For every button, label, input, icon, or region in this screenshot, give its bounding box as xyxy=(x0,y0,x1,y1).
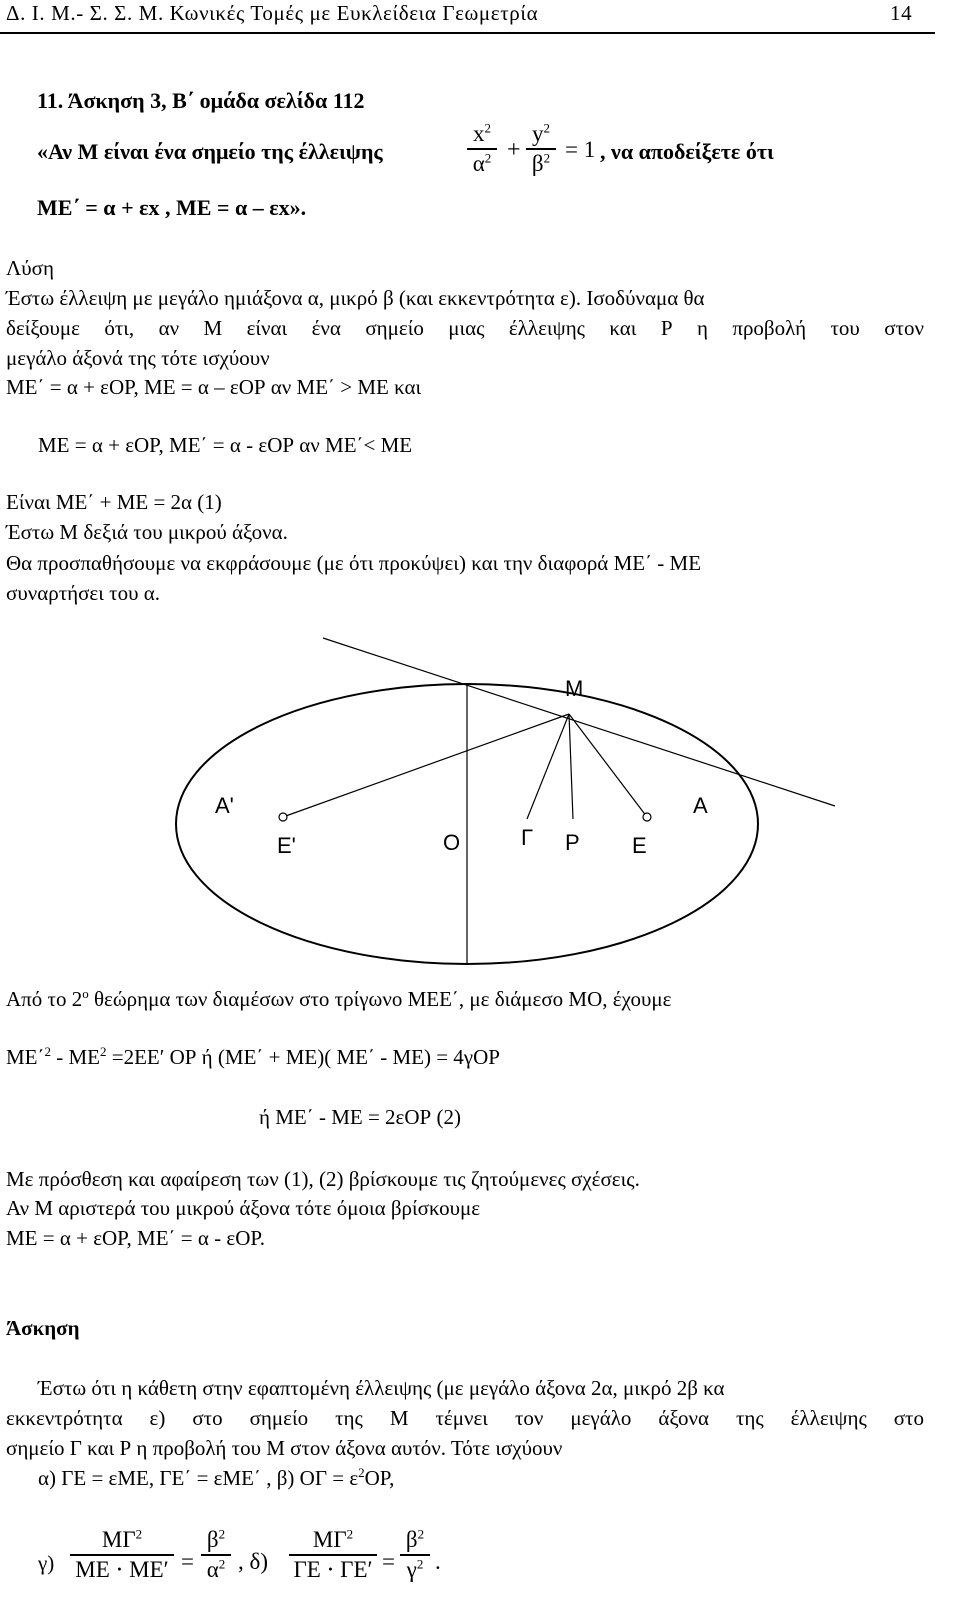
exercise2-line xyxy=(38,1466,394,1491)
exercise2-text: α) ΓΕ = εΜΕ, ΓΕ΄ = εΜΕ΄ , β) ΟΓ = ε xyxy=(38,1466,359,1490)
segment-ME xyxy=(569,714,647,817)
solution-label: Λύση xyxy=(6,256,54,280)
exercise2-line: σημείο Γ και Ρ η προβολή του Μ στον άξονα αυτόν. Τότε ισχύουν xyxy=(6,1436,563,1460)
exponent: 2 xyxy=(416,1555,424,1571)
plus-sign: + xyxy=(507,137,521,163)
proof-text: ΜΕ΄ xyxy=(6,1045,45,1069)
fraction-numerator: ΜΓ xyxy=(101,1527,136,1552)
tangent-line xyxy=(323,638,835,806)
proof-line xyxy=(6,1045,500,1070)
focus-E xyxy=(643,813,651,821)
fraction-delta-lhs xyxy=(288,1526,378,1584)
exponent: 2 xyxy=(218,1526,226,1542)
equals-sign: = xyxy=(181,1549,194,1574)
exponent: 2 xyxy=(417,1526,425,1542)
solution-line: Έστω Μ δεξιά του μικρού άξονα. xyxy=(6,520,288,544)
exercise2-line: εκκεντρότητα ε) στο σημείο της Μ τέμνει τον μεγάλο άξονα της έλλειψης στο xyxy=(6,1406,924,1430)
label-A: Α xyxy=(693,793,708,818)
exercise2-heading: Άσκηση xyxy=(6,1316,80,1340)
proof-text: - ΜΕ xyxy=(51,1045,100,1069)
proof-line: ΜΕ = α + εΟΡ, ΜΕ΄ = α - εΟΡ. xyxy=(6,1226,265,1250)
exponent: 2 xyxy=(484,120,491,136)
label-A-prime: Α' xyxy=(215,793,234,818)
exponent: 2 xyxy=(218,1555,226,1571)
exponent: 2 xyxy=(100,1044,107,1059)
fraction-denominator: ΜΕ ⋅ ΜΕ′ xyxy=(75,1556,169,1582)
exponent: 2 xyxy=(543,149,551,165)
proof-line: Αν Μ αριστερά του μικρού άξονα τότε όμοια βρίσκουμε xyxy=(6,1196,481,1220)
exercise-statement-c: ΜΕ΄ = α + εx , ΜΕ = α – εx». xyxy=(37,195,307,220)
segment-MP xyxy=(569,714,573,819)
fraction-numerator: β xyxy=(405,1527,418,1552)
fraction-y2-b2 xyxy=(525,120,557,178)
segment-MG xyxy=(527,714,569,819)
label-M: Μ xyxy=(565,676,584,701)
label-P: Ρ xyxy=(565,830,580,855)
solution-line: Είναι ΜΕ΄ + ΜΕ = 2α (1) xyxy=(6,490,222,514)
exercise-statement-a: «Αν Μ είναι ένα σημείο της έλλειψης xyxy=(37,139,383,164)
page-number: 14 xyxy=(890,1,913,25)
exponent: 2 xyxy=(44,1044,51,1059)
exponent: 2 xyxy=(543,120,550,136)
fraction-numerator: β xyxy=(206,1527,219,1552)
exercise2-line: Έστω ότι η κάθετη στην εφαπτομένη έλλειψης (με μεγάλο άξονα 2α, μικρό 2β κα xyxy=(38,1376,725,1400)
fraction-denominator: ΓΕ ⋅ ΓΕ′ xyxy=(293,1556,373,1582)
exercise2-text: ΟΡ, xyxy=(364,1466,395,1490)
label-E: Ε xyxy=(632,833,647,858)
fraction-gamma-rhs xyxy=(200,1526,232,1584)
solution-line: μεγάλο άξονά της τότε ισχύουν xyxy=(6,346,270,370)
equals-sign: = xyxy=(382,1549,395,1574)
exponent: 2 xyxy=(484,149,492,165)
proof-text: Από το 2 xyxy=(6,987,83,1011)
proof-line xyxy=(6,987,671,1012)
fraction-denominator: γ xyxy=(406,1556,417,1582)
proof-text: =2ΕΕ′ ΟΡ ή (ΜΕ΄ + ΜΕ)( ΜΕ΄ - ΜΕ) = 4γΟΡ xyxy=(106,1045,500,1069)
fraction-gamma-lhs xyxy=(68,1526,176,1584)
delta-label: , δ) xyxy=(238,1549,268,1574)
exercise-statement-b: , να αποδείξετε ότι xyxy=(600,139,774,164)
proof-line: Με πρόσθεση και αφαίρεση των (1), (2) βρίσκουμε τις ζητούμενες σχέσεις. xyxy=(6,1167,640,1191)
ellipse-figure xyxy=(0,630,960,970)
gamma-label: γ) xyxy=(38,1551,55,1575)
fraction-numerator: x xyxy=(473,121,485,146)
fraction-denominator: α xyxy=(206,1556,219,1582)
label-E-prime: Ε' xyxy=(277,833,296,858)
focus-E-prime xyxy=(279,813,287,821)
fraction-denominator: β xyxy=(531,150,544,176)
proof-text: θεώρημα των διαμέσων στο τρίγωνο ΜΕΕ΄, με διάμεσο ΜΟ, έχουμε xyxy=(88,987,672,1011)
period: . xyxy=(435,1549,441,1574)
segment-ME-prime xyxy=(283,714,569,817)
proof-line: ή ΜΕ΄ - ΜΕ = 2εΟΡ (2) xyxy=(259,1105,461,1129)
solution-line: ΜΕ = α + εΟΡ, ΜΕ΄ = α - εΟΡ αν ΜΕ΄< ΜΕ xyxy=(38,433,413,457)
solution-line: Έστω έλλειψη με μεγάλο ημιάξονα α, μικρό β (και εκκεντρότητα ε). Ισοδύναμα θα xyxy=(6,286,705,310)
ordinal-sup: ο xyxy=(82,986,89,1001)
solution-line: συναρτήσει του α. xyxy=(6,581,160,605)
header-title: Δ. Ι. Μ.- Σ. Σ. Μ. Κωνικές Τομές με Ευκλείδεια Γεωμετρία xyxy=(6,1,539,25)
fraction-delta-rhs xyxy=(399,1526,431,1584)
solution-line: δείξουμε ότι, αν Μ είναι ένα σημείο μιας έλλειψης και Ρ η προβολή του στον xyxy=(6,316,924,340)
exponent: 2 xyxy=(346,1526,354,1542)
label-Gamma: Γ xyxy=(521,825,534,850)
label-O: Ο xyxy=(443,830,461,855)
fraction-denominator: α xyxy=(472,150,485,176)
fraction-numerator: ΜΓ xyxy=(312,1527,347,1552)
equals-one: = 1 xyxy=(565,137,596,162)
fraction-x2-a2 xyxy=(466,120,498,178)
exponent: 2 xyxy=(135,1526,143,1542)
header-rule xyxy=(0,32,935,34)
solution-line: ΜΕ΄ = α + εΟΡ, ΜΕ = α – εΟΡ αν ΜΕ΄ > ΜΕ και xyxy=(6,375,422,399)
fraction-numerator: y xyxy=(532,121,544,146)
solution-line: Θα προσπαθήσουμε να εκφράσουμε (με ότι προκύψει) και την διαφορά ΜΕ΄ - ΜΕ xyxy=(6,551,702,575)
exercise-heading: 11. Άσκηση 3, Β΄ ομάδα σελίδα 112 xyxy=(37,88,365,113)
exponent: 2 xyxy=(358,1465,365,1480)
